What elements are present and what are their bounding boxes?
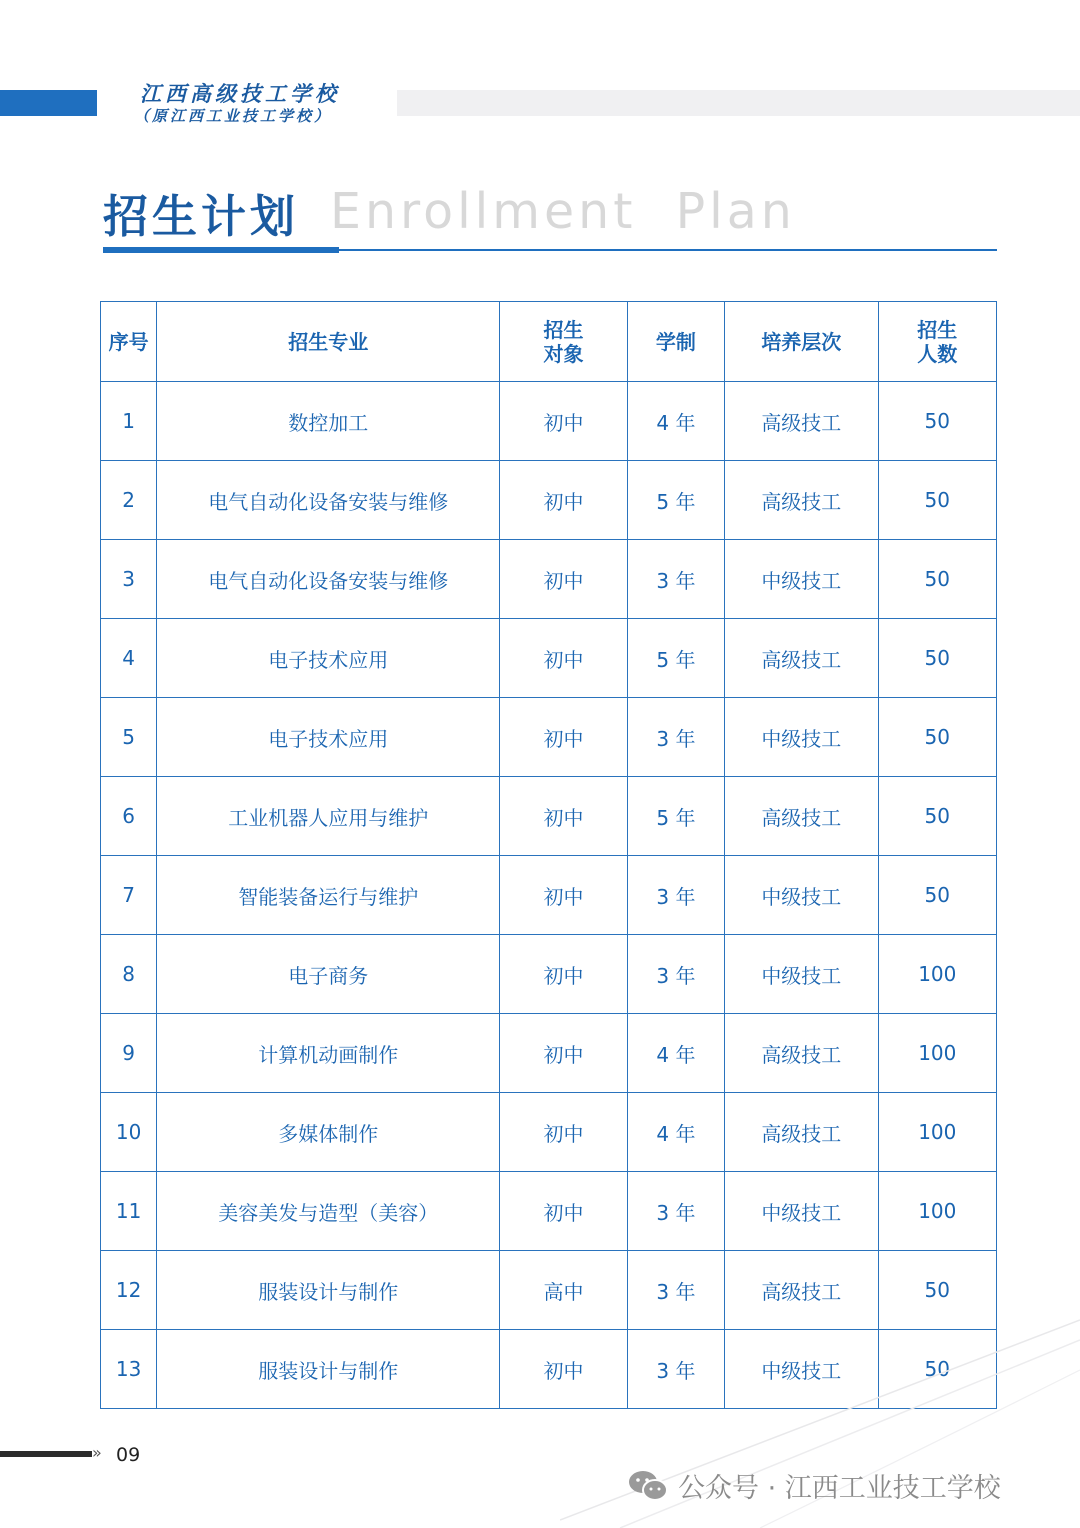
cell-major: 工业机器人应用与维护 — [157, 777, 500, 856]
header-target-line1: 招生 — [543, 317, 584, 342]
cell-duration: 3 年 — [627, 1330, 724, 1409]
cell-no: 12 — [101, 1251, 157, 1330]
cell-count: 100 — [878, 1093, 996, 1172]
cell-target: 初中 — [500, 698, 627, 777]
cell-count: 50 — [878, 1330, 996, 1409]
table-row — [101, 777, 997, 856]
school-name: 江西高级技工学校 — [140, 81, 340, 106]
table-row — [101, 698, 997, 777]
cell-count: 50 — [878, 619, 996, 698]
cell-level: 高级技工 — [725, 1251, 879, 1330]
cell-level: 中级技工 — [725, 1172, 879, 1251]
cell-major: 电子技术应用 — [157, 698, 500, 777]
cell-duration: 3 年 — [627, 935, 724, 1014]
header-level: 培养层次 — [725, 302, 879, 382]
cell-level: 高级技工 — [725, 777, 879, 856]
cell-duration: 3 年 — [627, 540, 724, 619]
cell-count: 50 — [878, 698, 996, 777]
cell-level: 中级技工 — [725, 698, 879, 777]
table-row — [101, 1014, 997, 1093]
cell-major: 电气自动化设备安装与维修 — [157, 461, 500, 540]
cell-count: 50 — [878, 777, 996, 856]
header-duration: 学制 — [627, 302, 724, 382]
table-row — [101, 1093, 997, 1172]
cell-count: 50 — [878, 1251, 996, 1330]
cell-target: 初中 — [500, 382, 627, 461]
cell-major: 服装设计与制作 — [157, 1330, 500, 1409]
cell-duration: 3 年 — [627, 698, 724, 777]
cell-no: 8 — [101, 935, 157, 1014]
header-gray-band — [397, 90, 1080, 116]
table-row — [101, 856, 997, 935]
cell-count: 50 — [878, 382, 996, 461]
cell-major: 电气自动化设备安装与维修 — [157, 540, 500, 619]
cell-no: 6 — [101, 777, 157, 856]
cell-count: 100 — [878, 1014, 996, 1093]
cell-no: 7 — [101, 856, 157, 935]
header-target — [500, 302, 627, 382]
cell-no: 5 — [101, 698, 157, 777]
cell-count: 50 — [878, 856, 996, 935]
cell-major: 数控加工 — [157, 382, 500, 461]
cell-duration: 4 年 — [627, 1014, 724, 1093]
enrollment-table — [100, 301, 997, 1409]
cell-target: 初中 — [500, 1330, 627, 1409]
cell-count: 50 — [878, 540, 996, 619]
footer-bar — [0, 1451, 92, 1457]
cell-level: 中级技工 — [725, 935, 879, 1014]
header-count — [878, 302, 996, 382]
school-former-name: （原江西工业技工学校） — [134, 107, 333, 125]
cell-major: 美容美发与造型（美容） — [157, 1172, 500, 1251]
wechat-icon — [628, 1468, 668, 1504]
cell-no: 13 — [101, 1330, 157, 1409]
cell-major: 电子商务 — [157, 935, 500, 1014]
cell-level: 高级技工 — [725, 1093, 879, 1172]
cell-target: 高中 — [500, 1251, 627, 1330]
header-target-line2: 对象 — [543, 341, 584, 366]
cell-target: 初中 — [500, 1172, 627, 1251]
cell-level: 中级技工 — [725, 856, 879, 935]
cell-level: 高级技工 — [725, 619, 879, 698]
cell-no: 2 — [101, 461, 157, 540]
table-row — [101, 935, 997, 1014]
header-count-line2: 人数 — [917, 341, 958, 366]
title-underline-accent — [103, 247, 339, 253]
cell-major: 电子技术应用 — [157, 619, 500, 698]
cell-duration: 3 年 — [627, 856, 724, 935]
cell-target: 初中 — [500, 856, 627, 935]
watermark — [628, 1466, 1001, 1505]
table-header-row — [101, 302, 997, 382]
cell-duration: 3 年 — [627, 1251, 724, 1330]
cell-level: 中级技工 — [725, 1330, 879, 1409]
cell-count: 100 — [878, 1172, 996, 1251]
cell-no: 4 — [101, 619, 157, 698]
cell-level: 高级技工 — [725, 1014, 879, 1093]
cell-major: 多媒体制作 — [157, 1093, 500, 1172]
cell-level: 中级技工 — [725, 540, 879, 619]
cell-target: 初中 — [500, 461, 627, 540]
cell-target: 初中 — [500, 777, 627, 856]
cell-duration: 5 年 — [627, 777, 724, 856]
cell-target: 初中 — [500, 1093, 627, 1172]
cell-target: 初中 — [500, 935, 627, 1014]
cell-level: 高级技工 — [725, 461, 879, 540]
cell-target: 初中 — [500, 1014, 627, 1093]
cell-count: 50 — [878, 461, 996, 540]
cell-duration: 5 年 — [627, 619, 724, 698]
header-major: 招生专业 — [157, 302, 500, 382]
cell-major: 服装设计与制作 — [157, 1251, 500, 1330]
cell-level: 高级技工 — [725, 382, 879, 461]
table-row — [101, 619, 997, 698]
cell-duration: 5 年 — [627, 461, 724, 540]
cell-duration: 4 年 — [627, 1093, 724, 1172]
cell-no: 1 — [101, 382, 157, 461]
table-row — [101, 382, 997, 461]
page-title-english: Enrollment Plan — [330, 183, 796, 240]
page-title: 招生计划 — [103, 190, 300, 243]
cell-duration: 4 年 — [627, 382, 724, 461]
page-number: 09 — [116, 1444, 141, 1466]
cell-no: 3 — [101, 540, 157, 619]
watermark-text: 公众号 · 江西工业技工学校 — [678, 1473, 1001, 1504]
cell-target: 初中 — [500, 540, 627, 619]
header-no: 序号 — [101, 302, 157, 382]
cell-count: 100 — [878, 935, 996, 1014]
cell-major: 智能装备运行与维护 — [157, 856, 500, 935]
table-row — [101, 461, 997, 540]
cell-major: 计算机动画制作 — [157, 1014, 500, 1093]
header-accent-bar — [0, 90, 97, 116]
cell-no: 10 — [101, 1093, 157, 1172]
cell-duration: 3 年 — [627, 1172, 724, 1251]
table-row — [101, 1172, 997, 1251]
cell-no: 11 — [101, 1172, 157, 1251]
table-row — [101, 540, 997, 619]
footer-chevrons: » — [92, 1443, 100, 1462]
header-count-line1: 招生 — [917, 317, 958, 342]
cell-no: 9 — [101, 1014, 157, 1093]
cell-target: 初中 — [500, 619, 627, 698]
